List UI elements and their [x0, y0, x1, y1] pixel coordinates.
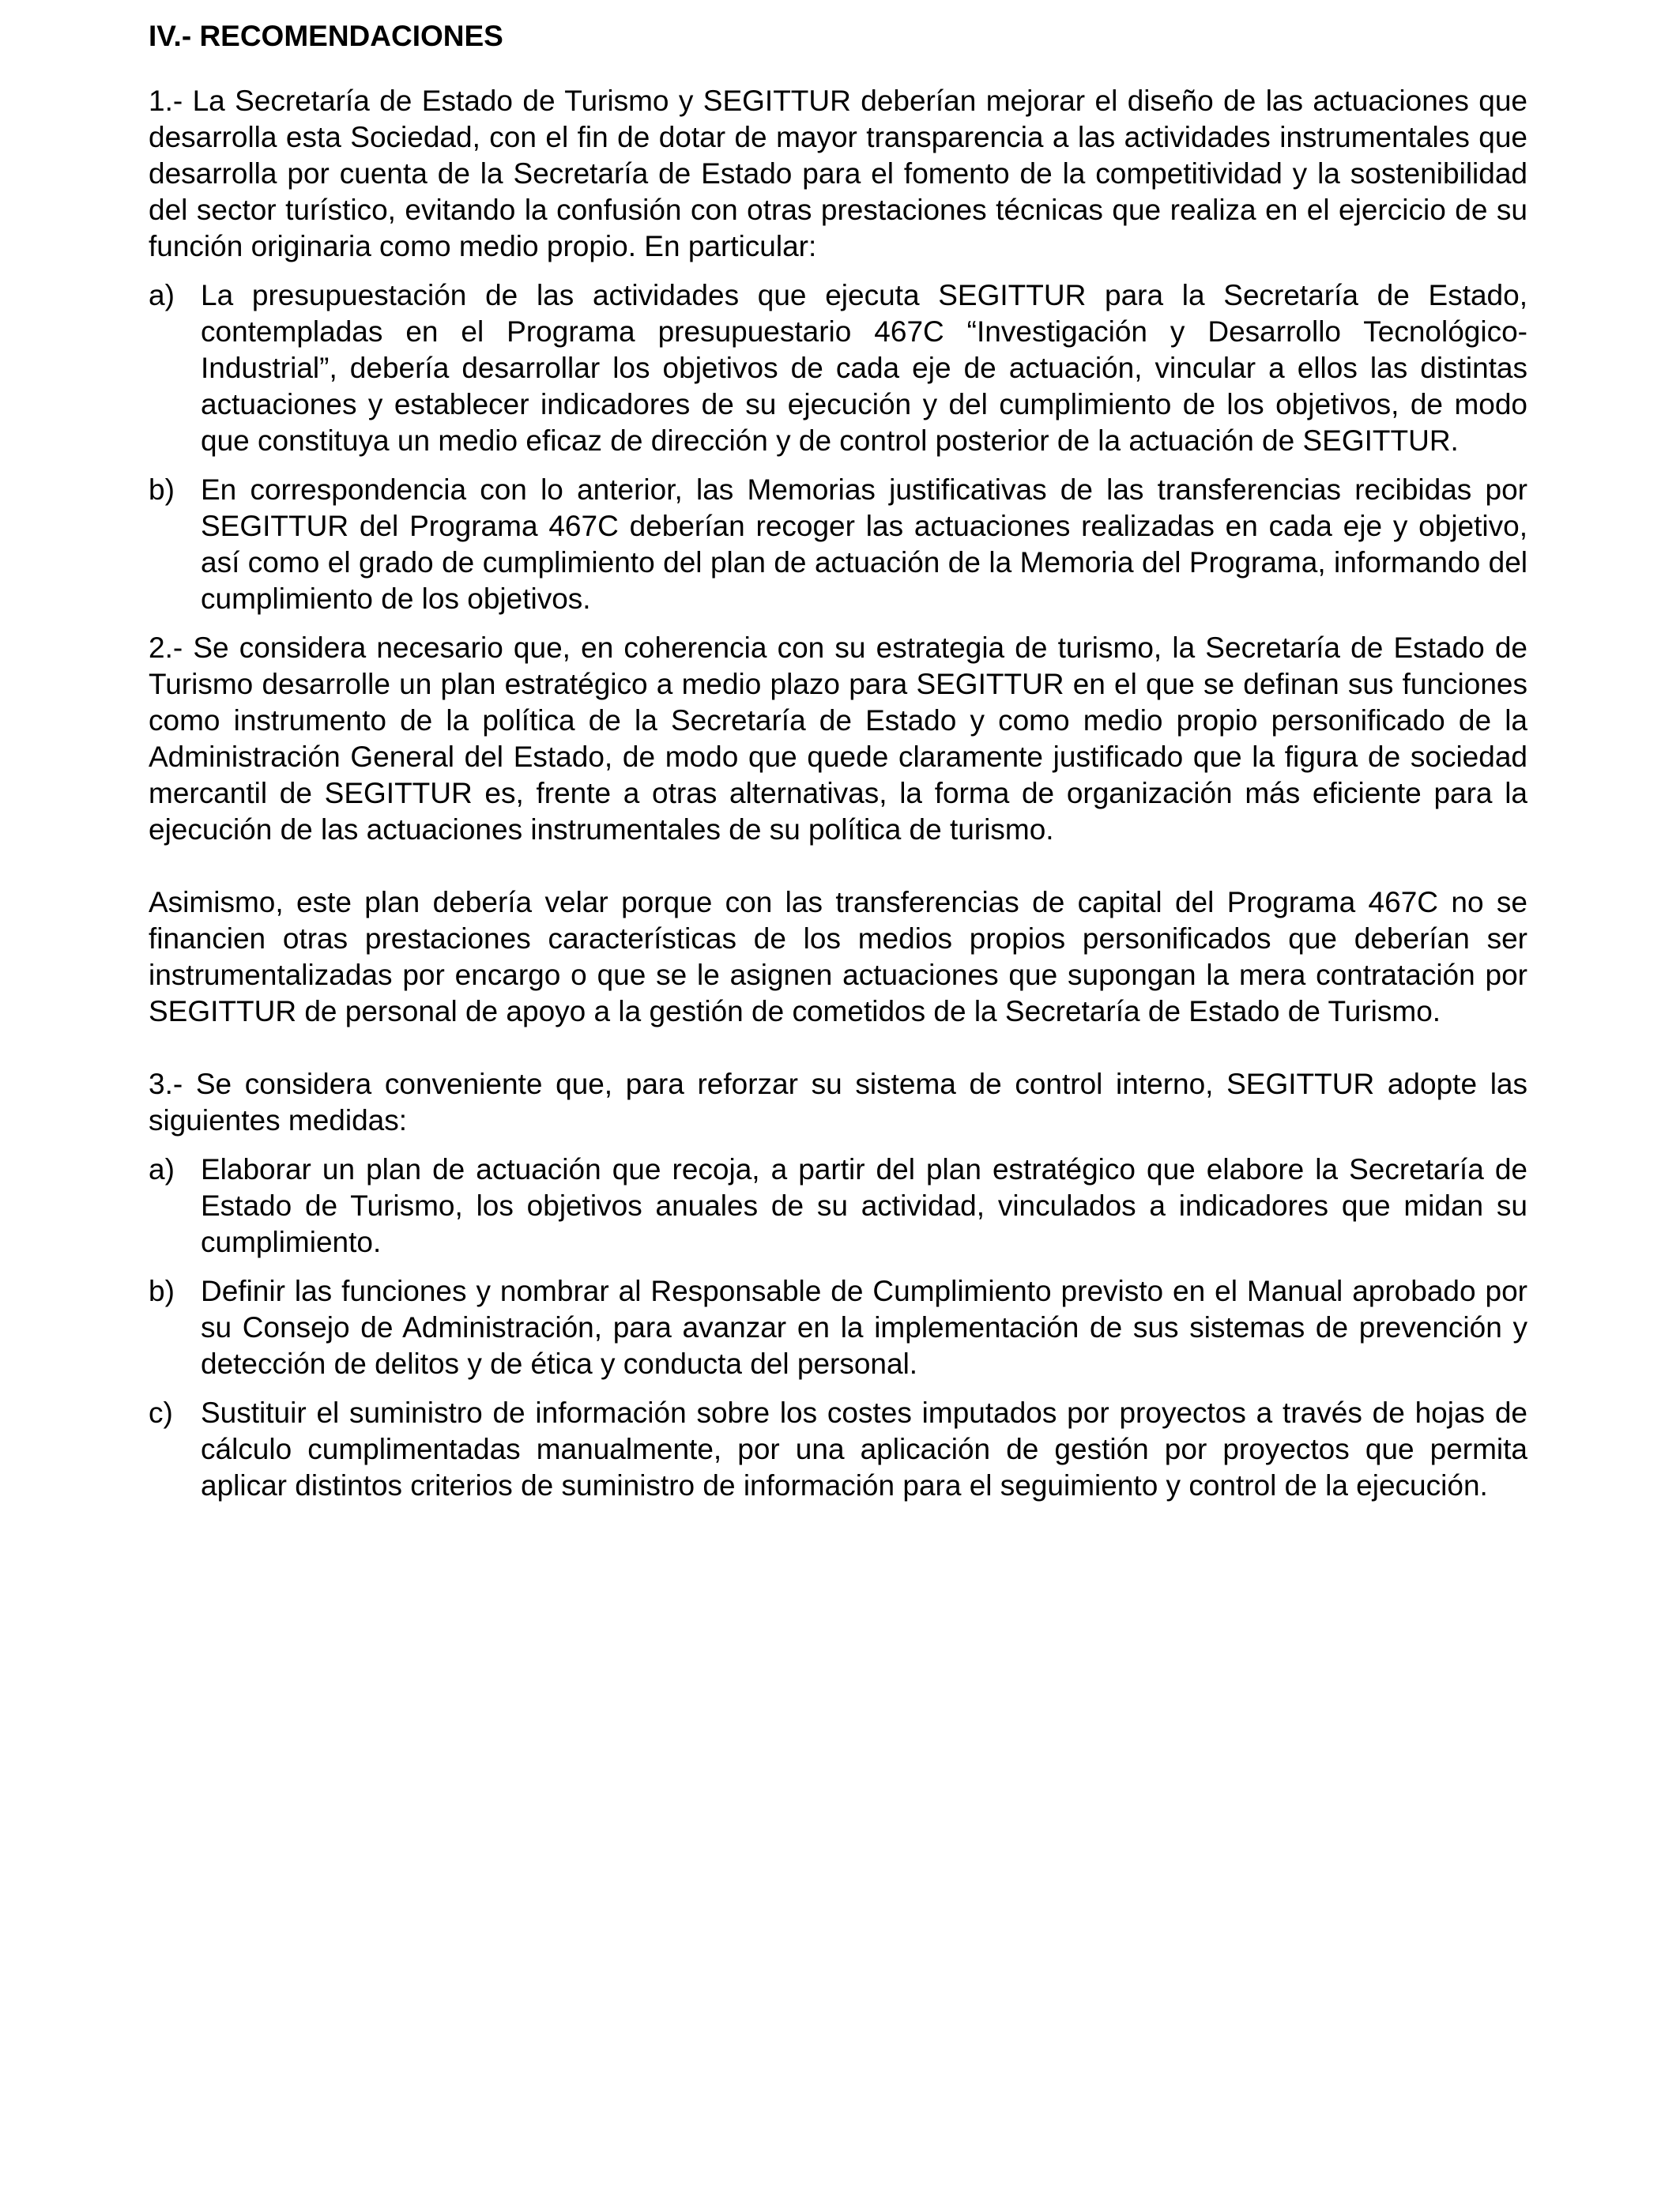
document-body	[149, 18, 1527, 1504]
recommendation-3-item-a	[149, 1152, 1527, 1261]
recommendation-3-intro: 3.- Se considera conveniente que, para reforzar su sistema de control interno, SEGITTUR adopte las siguientes medidas:	[149, 1068, 1527, 1137]
list-marker: b)	[149, 473, 175, 506]
recommendation-2-paragraph-2: Asimismo, este plan debería velar porque con las transferencias de capital del Programa 467C no se financien otras prestaciones características de los medios propios personificados que deberían ser instrumentalizadas por encargo o que se le asignen actuaciones que supongan la mera contratación por SEGITTUR de personal de apoyo a la gestión de cometidos de la Secretaría de Estado de Turismo.	[149, 886, 1527, 1027]
list-marker: c)	[149, 1397, 173, 1429]
list-item-text: Sustituir el suministro de información sobre los costes imputados por proyectos a través de hojas de cálculo cumplimentadas manualmente, por una aplicación de gestión por proyectos que permita aplicar distintos criterios de suministro de información para el seguimiento y control de la ejecución.	[201, 1397, 1527, 1502]
list-item-text: Definir las funciones y nombrar al Responsable de Cumplimiento previsto en el Manual aprobado por su Consejo de Administración, para avanzar en la implementación de sus sistemas de prevención y detección de delitos y de ética y conducta del personal.	[201, 1275, 1527, 1380]
recommendation-2-paragraph-1: 2.- Se considera necesario que, en coherencia con su estrategia de turismo, la Secretaría de Estado de Turismo desarrolle un plan estratégico a medio plazo para SEGITTUR en el que se definan sus funciones como instrumento de la política de la Secretaría de Estado y como medio propio personificado de la Administración General del Estado, de modo que quede claramente justificado que la figura de sociedad mercantil de SEGITTUR es, frente a otras alternativas, la forma de organización más eficiente para la ejecución de las actuaciones instrumentales de su política de turismo.	[149, 631, 1527, 846]
section-heading: IV.- RECOMENDACIONES	[149, 20, 503, 52]
list-item-text: Elaborar un plan de actuación que recoja, a partir del plan estratégico que elabore la Secretaría de Estado de Turismo, los objetivos anuales de su actividad, vinculados a indicadores que midan su cumplimiento.	[201, 1153, 1527, 1258]
list-item-text: La presupuestación de las actividades que ejecuta SEGITTUR para la Secretaría de Estado, contempladas en el Programa presupuestario 467C “Investigación y Desarrollo Tecnológico-Industrial”, debería desarrollar los objetivos de cada eje de actuación, vincular a ellos las distintas actuaciones y establecer indicadores de su ejecución y del cumplimiento de los objetivos, de modo que constituya un medio eficaz de dirección y de control posterior de la actuación de SEGITTUR.	[201, 279, 1527, 457]
recommendation-3-item-c	[149, 1395, 1527, 1504]
recommendation-3-item-b	[149, 1273, 1527, 1382]
list-item-text: En correspondencia con lo anterior, las Memorias justificativas de las transferencias recibidas por SEGITTUR del Programa 467C deberían recoger las actuaciones realizadas en cada eje y objetivo, así como el grado de cumplimiento del plan de actuación de la Memoria del Programa, informando del cumplimiento de los objetivos.	[201, 473, 1527, 615]
recommendation-1-item-a	[149, 277, 1527, 459]
list-marker: b)	[149, 1275, 175, 1307]
recommendation-1-intro: 1.- La Secretaría de Estado de Turismo y SEGITTUR deberían mejorar el diseño de las actuaciones que desarrolla esta Sociedad, con el fin de dotar de mayor transparencia a las actividades instrumentales que desarrolla por cuenta de la Secretaría de Estado para el fomento de la competitividad y la sostenibilidad del sector turístico, evitando la confusión con otras prestaciones técnicas que realiza en el ejercicio de su función originaria como medio propio. En particular:	[149, 85, 1527, 262]
recommendation-1-item-b	[149, 472, 1527, 617]
list-marker: a)	[149, 1153, 175, 1186]
list-marker: a)	[149, 279, 175, 311]
